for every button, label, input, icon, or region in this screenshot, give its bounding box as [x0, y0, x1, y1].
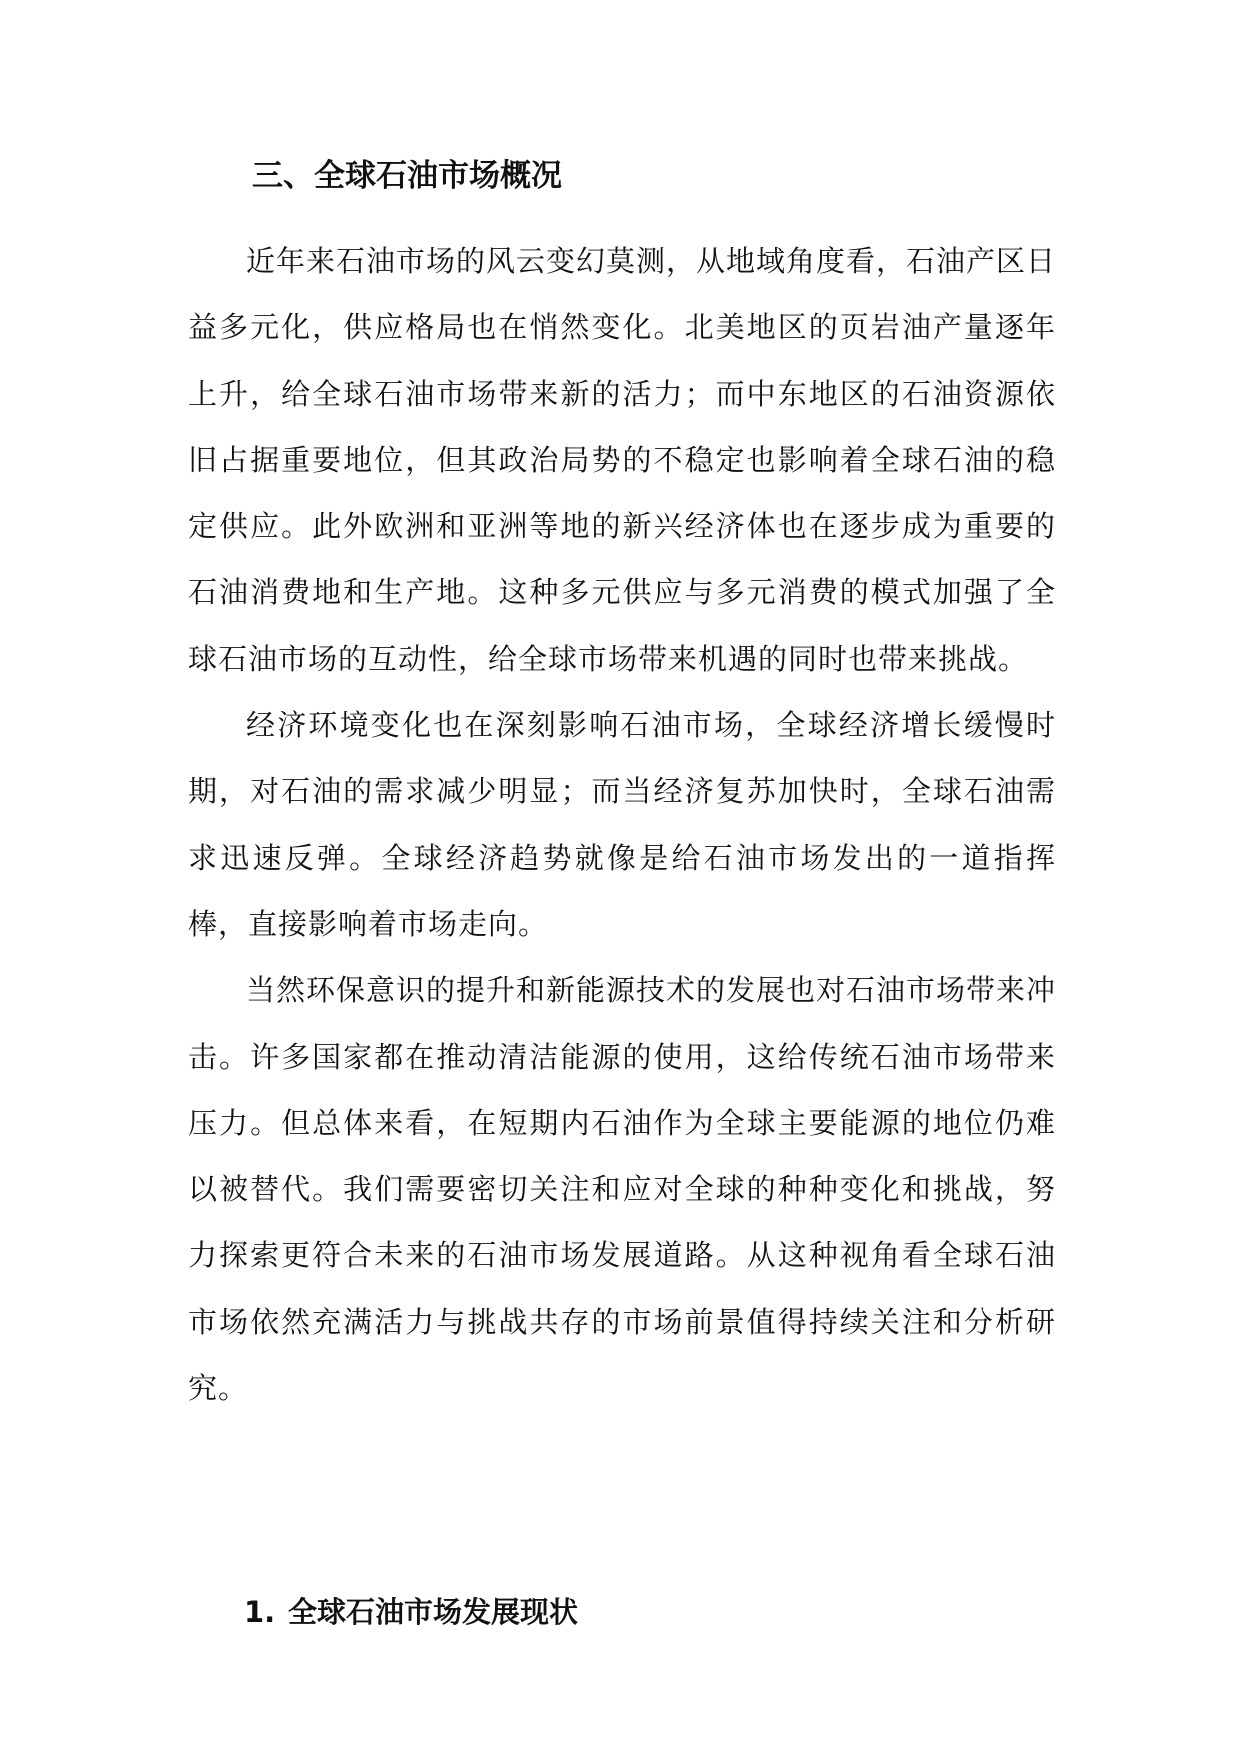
section-heading: 三、全球石油市场概况 [252, 158, 562, 194]
paragraph-1: 近年来石油市场的风云变幻莫测，从地域角度看，石油产区日益多元化，供应格局也在悄然变化。北美地区的页岩油产量逐年上升，给全球石油市场带来新的活力；而中东地区的石油资源依旧占据重要地位，但其政治局势的不稳定也影响着全球石油的稳定供应。此外欧洲和亚洲等地的新兴经济体也在逐步成为重要的石油消费地和生产地。这种多元供应与多元消费的模式加强了全球石油市场的互动性，给全球市场带来机遇的同时也带来挑战。 [188, 244, 1057, 676]
subsection-heading [244, 1582, 578, 1642]
subsection-number: 1. [244, 1595, 276, 1629]
body-text [188, 228, 1056, 1421]
paragraph-3: 当然环保意识的提升和新能源技术的发展也对石油市场带来冲击。许多国家都在推动清洁能源的使用，这给传统石油市场带来压力。但总体来看，在短期内石油作为全球主要能源的地位仍难以被替代。我们需要密切关注和应对全球的种种变化和挑战，努力探索更符合未来的石油市场发展道路。从这种视角看全球石油市场依然充满活力与挑战共存的市场前景值得持续关注和分析研究。 [188, 973, 1057, 1406]
paragraph-2: 经济环境变化也在深刻影响石油市场，全球经济增长缓慢时期，对石油的需求减少明显；而当经济复苏加快时，全球石油需求迅速反弹。全球经济趋势就像是给石油市场发出的一道指挥棒，直接影响着市场走向。 [188, 708, 1056, 941]
subsection-title: 全球石油市场发展现状 [288, 1595, 579, 1629]
